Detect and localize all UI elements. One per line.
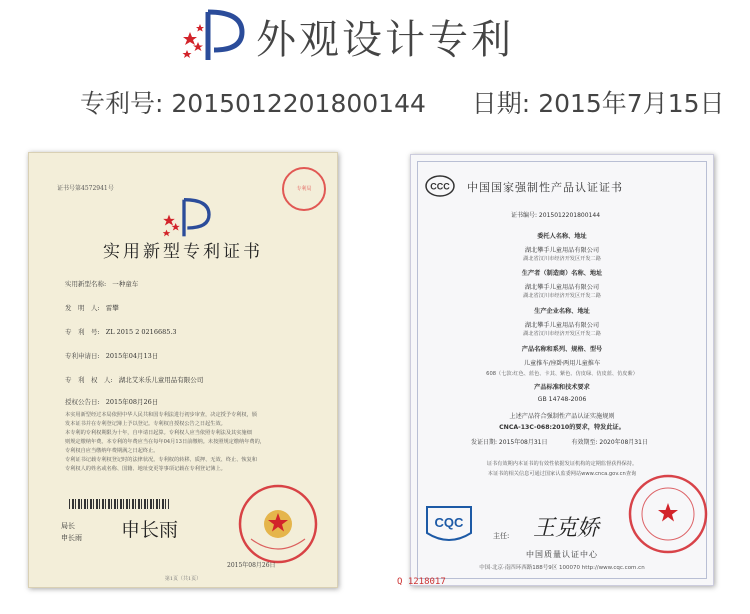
cert-title: 实用新型专利证书 [103, 242, 263, 262]
page-footer: 第1页（共1页） [164, 576, 202, 582]
ccc-cert-number: 证书编号: 2015012201800144 [511, 212, 601, 219]
section-heading: 生产企业名称、地址 [534, 308, 590, 315]
cert-body-text: 本实用新型经过本局依照中华人民共和国专利法进行初步审查，决定授予专利权，颁 发本证书并在专利登记簿上予以登记。专利权自授权公告之日起生效。 本专利的专利权期限为十年，自申请日起算。专利权人应当依照专利法及其实施细 则规定缴纳年费。本专利的年费应当在每年04月13日前缴纳。未按照规定缴纳年费的， 专利权自应当缴纳年费期满之日起终止。 专利证书记载专利权登记时的法律状况。专利权的转移、质押、无效、终止、恢复和 专利权人的姓名或名称、国籍、地址变更等事项记载在专利登记簿上。 [65, 412, 265, 472]
section-heading: 生产者（制造商）名称、地址 [521, 270, 603, 277]
patent-no-value: 2015012201800144 [171, 89, 426, 118]
patent-no-label: 专利号: [80, 89, 164, 118]
field-owner: 专 利 权 人: 湖北艾米乐儿童用品有限公司 [65, 376, 204, 384]
svg-text:CCC: CCC [430, 181, 450, 192]
section-line: 湖北省汉川市经济开发区开发二路 [523, 256, 601, 262]
section-heading: 产品标准和技术要求 [534, 384, 590, 391]
cert-number: 证书号第4572941号 [57, 185, 114, 192]
date-value: 2015年7月15日 [538, 89, 725, 118]
rule-line: 上述产品符合强制性产品认证实施规则 [509, 413, 615, 420]
official-seal-icon [237, 483, 319, 565]
validity-dates: 发证日期: 2015年08月31日 有效期至: 2020年08月31日 [471, 439, 648, 446]
handwritten-signature: 申长雨 [121, 519, 179, 541]
field-grant-date: 授权公告日: 2015年08月26日 [65, 398, 159, 406]
page-header [0, 0, 750, 130]
section-heading: 委托人名称、地址 [537, 233, 587, 240]
ccc-title: 中国国家强制性产品认证证书 [467, 181, 623, 194]
cqc-seal-icon [627, 473, 709, 555]
field-inventor: 发 明 人: 雷攀 [65, 304, 119, 312]
issuing-organization: 中国质量认证中心 [526, 550, 598, 559]
field-apply-date: 专利申请日: 2015年04月13日 [65, 352, 159, 360]
section-line: 湖北省汉川市经济开发区开发二路 [523, 293, 601, 299]
organization-contact: 中国·北京·南四环西路188号9区 100070 http://www.cqc.com.cn [479, 565, 645, 571]
rule-line: CNCA-13C-068:2010的要求，特发此证。 [499, 424, 625, 431]
section-line: 湖北省汉川市经济开发区开发二路 [523, 331, 601, 337]
patent-office-logo [180, 6, 246, 66]
ccc-logo-icon [425, 175, 455, 197]
signature-labels: 局长 申长雨 [61, 522, 82, 542]
ccc-certificate-image [410, 154, 714, 586]
date-label: 日期: [471, 89, 531, 118]
section-line: 湖北攀手儿童用品有限公司 [524, 247, 600, 254]
director-label: 主任: [493, 532, 510, 540]
cqc-logo-icon [423, 503, 475, 549]
section-line: 湖北攀手儿童用品有限公司 [524, 284, 600, 291]
section-line: GB 14748-2006 [537, 396, 587, 403]
barcode [69, 499, 169, 509]
patent-info-line [80, 84, 725, 120]
page-title: 外观设计专利 [256, 17, 514, 63]
handwritten-signature: 王克娇 [533, 516, 600, 541]
patent-certificate-image [28, 152, 338, 588]
field-name: 实用新型名称: 一种童车 [65, 280, 139, 288]
svg-text:CQC: CQC [434, 515, 464, 530]
section-heading: 产品名称和系列、规格、型号 [521, 346, 603, 353]
patent-office-emblem-icon [159, 193, 214, 243]
seal-date: 2015年08月26日 [227, 562, 276, 569]
section-line: 湖北攀手儿童用品有限公司 [524, 322, 600, 329]
top-stamp: 专利局 [282, 167, 326, 211]
q-number: Q 1218017 [397, 577, 446, 587]
section-line: 608（七款:红色、蓝色、卡其、紫色、仿皮绿、仿皮蓝、仿皮紫） [486, 371, 638, 377]
section-line: 儿童推车/座卧两用儿童推车 [523, 360, 601, 367]
footnotes: 证书有效期内本证书的有效性依据发证机构的定期监督获得保持。 本证书的相关信息可通过国家认监委网站www.cnca.gov.cn查询 [486, 461, 638, 477]
field-patent-no: 专 利 号: ZL 2015 2 0216685.3 [65, 328, 177, 336]
